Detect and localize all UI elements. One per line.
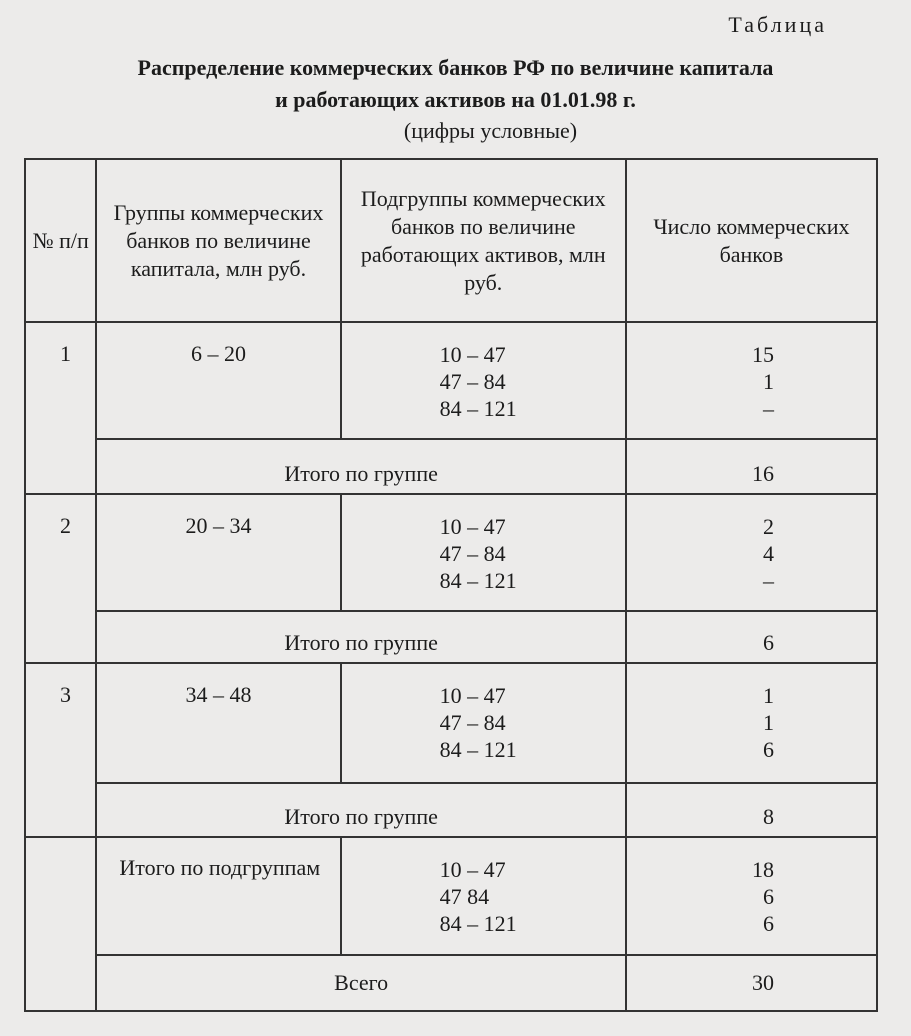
subgroup-ranges [341, 322, 626, 439]
summary-counts [626, 837, 877, 955]
group-total-label: Итого по группе [96, 783, 626, 837]
subgroup-summary-row [25, 837, 877, 955]
subgroup-range: 47 – 84 [439, 710, 506, 735]
subgroup-range: 10 – 47 [439, 514, 506, 539]
subgroup-range: 47 – 84 [439, 541, 506, 566]
title-line-2: и работающих активов на 01.01.98 г. [275, 87, 636, 112]
bank-count: 6 [763, 884, 774, 909]
subgroup-ranges [341, 663, 626, 783]
subgroup-range: 47 84 [439, 884, 490, 909]
subgroup-range: 10 – 47 [439, 857, 506, 882]
bank-count: 6 [763, 737, 774, 762]
group-total-label: Итого по группе [96, 611, 626, 663]
bank-count: 1 [763, 683, 774, 708]
subgroup-range: 84 – 121 [439, 396, 517, 421]
subgroup-range: 84 – 121 [439, 568, 517, 593]
header-asset-subgroups: Подгруппы коммерческих банков по величине работающих активов, млн руб. [341, 159, 626, 322]
group-total-label: Итого по группе [96, 439, 626, 494]
group-total-row [25, 439, 877, 494]
group-capital-range: 20 – 34 [96, 494, 340, 611]
header-number: № п/п [25, 159, 96, 322]
group-total-value: 16 [626, 439, 877, 494]
bank-count: – [763, 396, 774, 421]
bank-count: 15 [752, 342, 774, 367]
group-row [25, 494, 877, 611]
header-bank-count: Число коммерческих банков [626, 159, 877, 322]
group-number: 1 [25, 322, 96, 494]
subgroup-counts [626, 494, 877, 611]
subgroup-range: 84 – 121 [439, 737, 517, 762]
group-number: 2 [25, 494, 96, 663]
subgroup-range: 84 – 121 [439, 911, 517, 936]
document-title [0, 52, 911, 116]
table-caption: Таблица [728, 12, 827, 37]
group-row [25, 322, 877, 439]
subgroup-counts [626, 322, 877, 439]
header-capital-groups: Группы коммерческих банков по величине капитала, млн руб. [96, 159, 340, 322]
subgroup-range: 10 – 47 [439, 683, 506, 708]
bank-count: 18 [752, 857, 774, 882]
summary-label: Итого по подгруппам [96, 837, 340, 955]
subgroup-ranges [341, 494, 626, 611]
title-line-1: Распределение коммерческих банков РФ по величине капитала [137, 55, 774, 80]
group-total-row [25, 783, 877, 837]
subgroup-range: 47 – 84 [439, 369, 506, 394]
bank-distribution-table [24, 158, 878, 1012]
summary-number-cell [25, 837, 96, 1011]
bank-count: 2 [763, 514, 774, 539]
grand-total-row [25, 955, 877, 1011]
group-capital-range: 6 – 20 [96, 322, 340, 439]
grand-total-value: 30 [626, 955, 877, 1011]
group-total-value: 8 [626, 783, 877, 837]
bank-count: 1 [763, 710, 774, 735]
subtitle: (цифры условные) [403, 118, 578, 143]
group-number: 3 [25, 663, 96, 837]
bank-count: – [763, 568, 774, 593]
group-total-row [25, 611, 877, 663]
group-total-value: 6 [626, 611, 877, 663]
bank-count: 6 [763, 911, 774, 936]
bank-count: 4 [763, 541, 774, 566]
grand-total-label: Всего [96, 955, 626, 1011]
subgroup-range: 10 – 47 [439, 342, 506, 367]
header-row [25, 159, 877, 322]
group-capital-range: 34 – 48 [96, 663, 340, 783]
subgroup-counts [626, 663, 877, 783]
group-row [25, 663, 877, 783]
summary-subgroup-ranges [341, 837, 626, 955]
bank-count: 1 [763, 369, 774, 394]
